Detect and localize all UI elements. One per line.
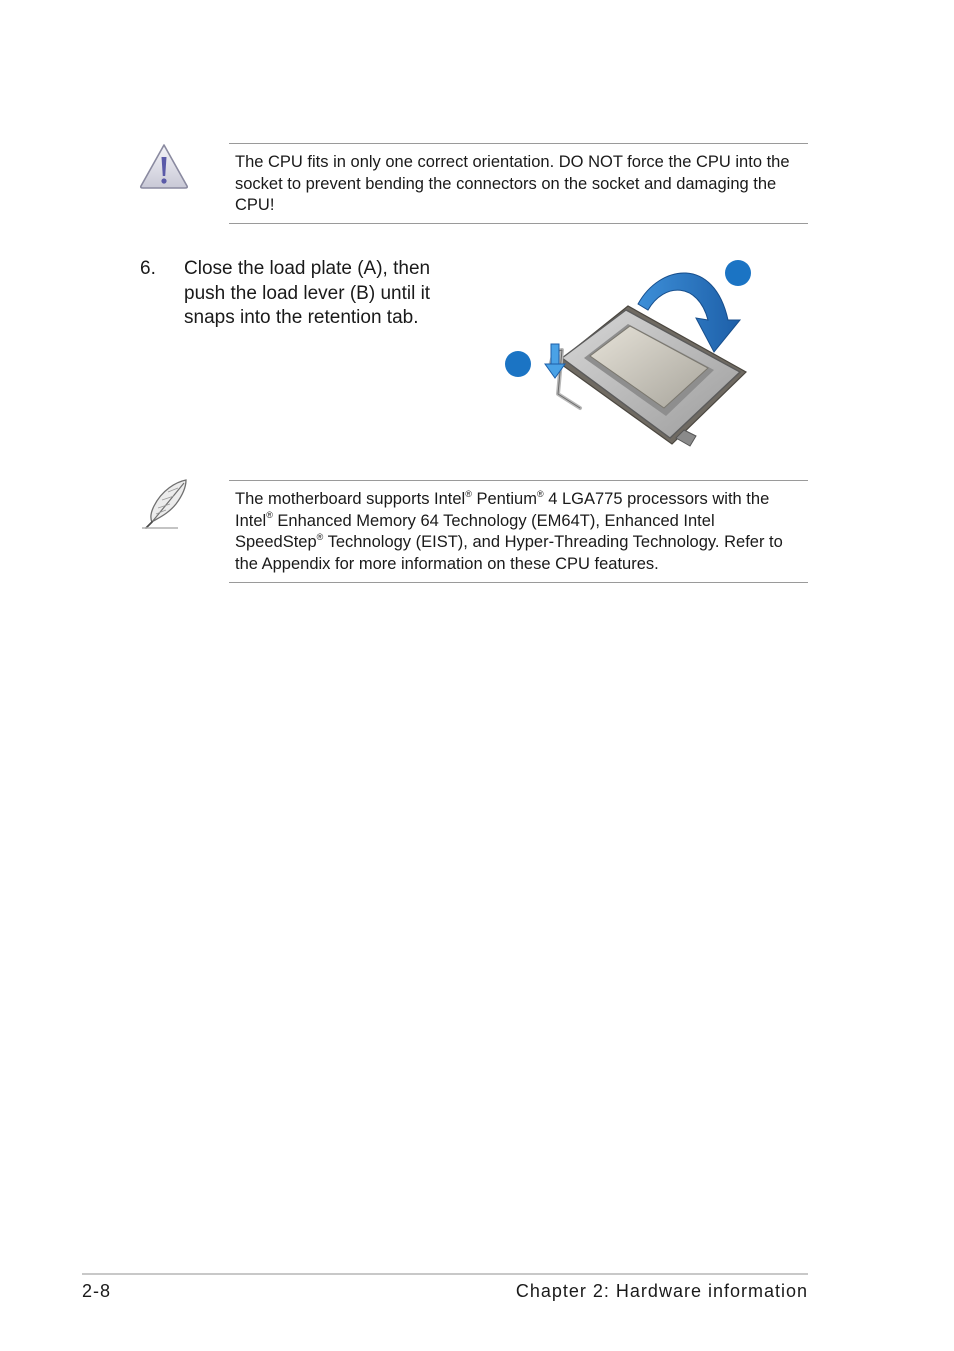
footer-rule	[82, 1273, 808, 1275]
caution-icon	[138, 142, 190, 190]
note-text: The motherboard supports Intel® Pentium® 4 LGA775 processors with the Intel® Enhanced Memory 64 Technology (EM64T), Enhanced Intel SpeedStep® Technology (EIST), and Hyper-Threading Technology. Refer to the Appendix for more information on these CPU features.	[235, 488, 783, 573]
caution-text: The CPU fits in only one correct orientation. DO NOT force the CPU into the socket to prevent bending the connectors on the socket and damaging the CPU!	[235, 153, 790, 214]
step-text: Close the load plate (A), then push the load lever (B) until it snaps into the retention tab.	[184, 258, 431, 328]
caution-notice	[229, 143, 808, 224]
page-number: 2-8	[82, 1281, 112, 1301]
cpu-socket-illustration	[500, 254, 756, 450]
step-number: 6.	[140, 258, 156, 279]
note-feather-icon	[138, 478, 192, 530]
note-notice	[229, 480, 808, 583]
chapter-title: Chapter 2: Hardware information	[515, 1281, 808, 1301]
